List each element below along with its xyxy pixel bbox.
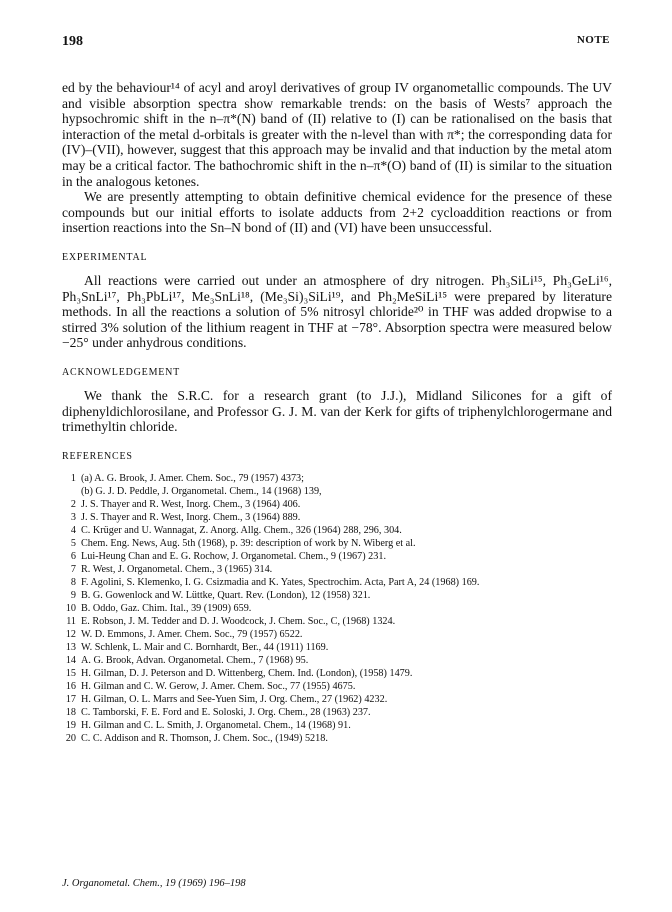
reference-list: [62, 472, 612, 745]
reference-item: [62, 719, 612, 732]
reference-number: 19: [65, 719, 76, 731]
reference-text: Chem. Eng. News, Aug. 5th (1968), p. 39: description of work by N. Wiberg et al.: [81, 537, 416, 549]
reference-item: [62, 472, 612, 485]
reference-item: [62, 641, 612, 654]
reference-number: [62, 485, 76, 498]
acknowledgement-heading: ACKNOWLEDGEMENT: [62, 366, 181, 378]
page-header: [62, 34, 610, 54]
reference-text: C. Tamborski, F. E. Ford and E. Soloski, J. Org. Chem., 28 (1963) 237.: [81, 706, 371, 718]
reference-item: [62, 615, 612, 628]
reference-number: 7: [70, 563, 76, 575]
reference-number: 9: [70, 589, 76, 601]
reference-text: C. C. Addison and R. Thomson, J. Chem. Soc., (1949) 5218.: [81, 732, 328, 744]
reference-number: 8: [70, 576, 76, 588]
reference-text: (b) G. J. D. Peddle, J. Organometal. Chem., 14 (1968) 139,: [81, 485, 322, 497]
reference-number: 16: [65, 680, 76, 692]
reference-item: [62, 589, 612, 602]
reference-text: W. Schlenk, L. Mair and C. Bornhardt, Ber., 44 (1911) 1169.: [81, 641, 329, 653]
reference-text: B. Oddo, Gaz. Chim. Ital., 39 (1909) 659.: [81, 602, 252, 614]
reference-number: 15: [65, 667, 76, 679]
reference-number: 3: [70, 511, 76, 523]
reference-item: [62, 680, 612, 693]
reference-text: H. Gilman and C. L. Smith, J. Organometal. Chem., 14 (1968) 91.: [81, 719, 351, 731]
reference-number: 20: [65, 732, 76, 744]
reference-item: [62, 576, 612, 589]
reference-item: [62, 550, 612, 563]
reference-number: 18: [65, 706, 76, 718]
reference-number: 14: [65, 654, 76, 666]
reference-item: [62, 628, 612, 641]
paragraph-2: We are presently attempting to obtain definitive chemical evidence for the presence of these compounds but our initial efforts to isolate adducts from 2+2 cycloaddition reactions or from insertion reactions into the Sn–N bond of (II) and (VI) have been unsuccessful.: [62, 189, 612, 236]
reference-item: [62, 706, 612, 719]
reference-item: [62, 511, 612, 524]
reference-number: 11: [66, 615, 76, 627]
section-label: NOTE: [576, 34, 610, 46]
reference-text: R. West, J. Organometal. Chem., 3 (1965) 314.: [81, 563, 273, 575]
experimental-text: All reactions were carried out under an atmosphere of dry nitrogen. Ph₃SiLi¹⁵, Ph₃GeLi¹⁶, Ph₃SnLi¹⁷, Ph₃PbLi¹⁷, Me₃SnLi¹⁸, (Me₃Si)₃SiLi¹⁹, and Ph₂MeSiLi¹⁵ were prepared by literature methods. In all the reactions a solution of 5% nitrosyl chloride²⁰ in THF was added dropwise to a stirred 3% solution of the lithium reagent in THF at −78°. Absorption spectra were measured below −25° under anhydrous conditions.: [62, 272, 612, 351]
reference-item: [62, 524, 612, 537]
reference-text: (a) A. G. Brook, J. Amer. Chem. Soc., 79 (1957) 4373;: [81, 472, 304, 484]
reference-number: 1: [70, 472, 76, 484]
paragraph-1: ed by the behaviour¹⁴ of acyl and aroyl derivatives of group IV organometallic compounds. The UV and visible absorption spectra show remarkable trends: on the basis of Wests⁷ approach the hypsochromic shift in the n–π*(N) band of (II) relative to (I) can be rationalised on the basis that interaction of the metal d-orbitals is greater with the n-level than with π*; the corresponding data for (IV)–(VII), however, suggest that this approach may be invalid and that induction by the metal atom may be a critical factor. The bathochromic shift in the n–π*(O) band of (II) is similar to the situation in the analogous ketones.: [62, 80, 612, 189]
reference-text: H. Gilman, D. J. Peterson and D. Wittenberg, Chem. Ind. (London), (1958) 1479.: [81, 667, 413, 679]
reference-item: [62, 537, 612, 550]
reference-text: W. D. Emmons, J. Amer. Chem. Soc., 79 (1957) 6522.: [81, 628, 303, 640]
experimental-heading: EXPERIMENTAL: [62, 251, 148, 263]
journal-footer: J. Organometal. Chem., 19 (1969) 196–198: [62, 878, 246, 889]
reference-text: J. S. Thayer and R. West, Inorg. Chem., 3 (1964) 406.: [81, 498, 301, 510]
reference-number: 2: [70, 498, 76, 510]
reference-text: B. G. Gowenlock and W. Lüttke, Quart. Rev. (London), 12 (1958) 321.: [81, 589, 371, 601]
reference-text: Lui-Heung Chan and E. G. Rochow, J. Organometal. Chem., 9 (1967) 231.: [81, 550, 387, 562]
reference-number: 4: [70, 524, 76, 536]
reference-text: J. S. Thayer and R. West, Inorg. Chem., 3 (1964) 889.: [81, 511, 301, 523]
reference-number: 6: [70, 550, 76, 562]
reference-number: 12: [65, 628, 76, 640]
reference-text: E. Robson, J. M. Tedder and D. J. Woodcock, J. Chem. Soc., C, (1968) 1324.: [81, 615, 396, 627]
reference-number: 10: [65, 602, 76, 614]
acknowledgement-text: We thank the S.R.C. for a research grant (to J.J.), Midland Silicones for a gift of diphenyldichlorosilane, and Professor G. J. M. van der Kerk for gifts of triphenylchlorogermane and trimethyltin chloride.: [62, 387, 612, 435]
reference-text: H. Gilman and C. W. Gerow, J. Amer. Chem. Soc., 77 (1955) 4675.: [81, 680, 356, 692]
reference-number: 5: [70, 537, 76, 549]
reference-item: [62, 602, 612, 615]
references-heading: REFERENCES: [62, 450, 133, 462]
reference-item: [62, 563, 612, 576]
page-number: 198: [62, 34, 83, 49]
reference-number: 17: [65, 693, 76, 705]
reference-item: [62, 654, 612, 667]
reference-text: C. Krüger and U. Wannagat, Z. Anorg. Allg. Chem., 326 (1964) 288, 296, 304.: [81, 524, 402, 536]
reference-number: 13: [65, 641, 76, 653]
reference-item: [62, 667, 612, 680]
reference-text: F. Agolini, S. Klemenko, I. G. Csizmadia and K. Yates, Spectrochim. Acta, Part A, 24 (1968) 169.: [81, 576, 480, 588]
reference-item: [62, 732, 612, 745]
reference-text: H. Gilman, O. L. Marrs and See-Yuen Sim, J. Org. Chem., 27 (1962) 4232.: [81, 693, 388, 705]
reference-item: [62, 693, 612, 706]
article-body: [62, 80, 612, 745]
reference-text: A. G. Brook, Advan. Organometal. Chem., 7 (1968) 95.: [81, 654, 309, 666]
reference-item: [62, 485, 612, 498]
reference-item: [62, 498, 612, 511]
